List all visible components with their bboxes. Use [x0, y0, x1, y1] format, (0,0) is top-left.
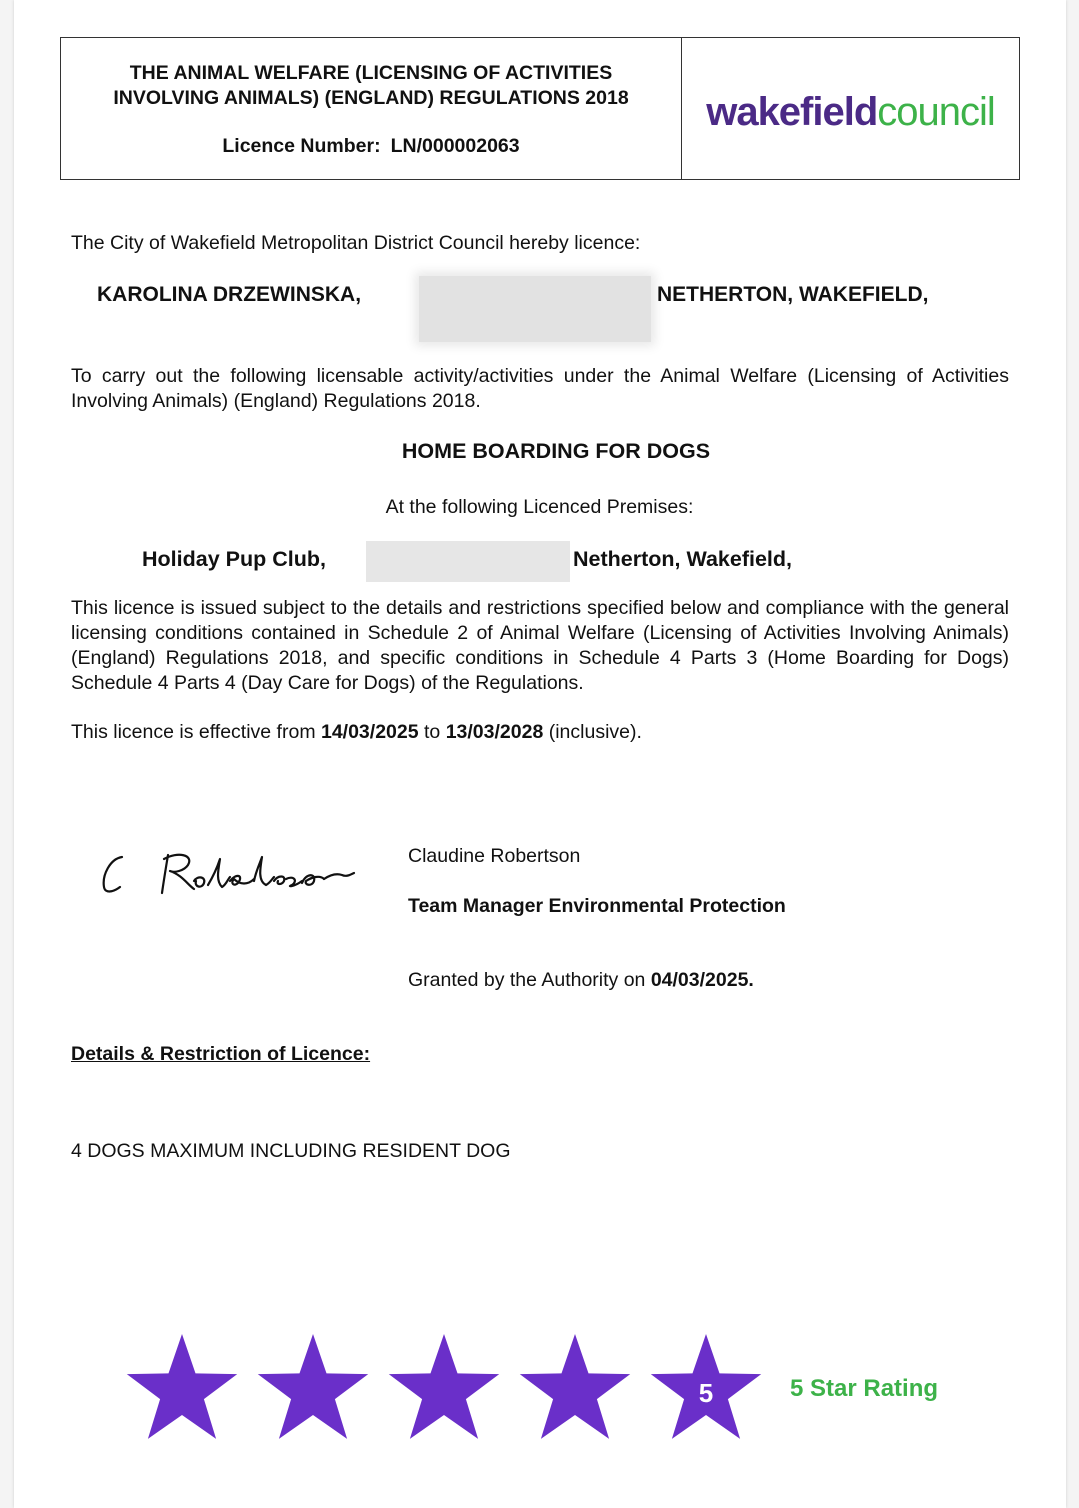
details-heading: Details & Restriction of Licence: [71, 1043, 371, 1065]
licence-page [14, 0, 1066, 1508]
signature [98, 845, 368, 905]
premises-intro: At the following Licenced Premises: [385, 496, 694, 518]
rating-star-icon [257, 1330, 369, 1442]
logo-council-text: council [877, 90, 995, 134]
effective-suffix: (inclusive). [548, 721, 642, 743]
licensee-name: KAROLINA DRZEWINSKA, [97, 283, 362, 306]
licence-number-label: Licence Number: [222, 135, 381, 157]
conditions-text: This licence is issued subject to the details and restrictions specified below and compliance with the general licensing conditions contained in Schedule 2 of Animal Welfare (Licensing of Activities Involving Animals) (England) Regulations 2018, and specific conditions in Schedule 4 Parts 3 (Home Boarding for Dogs) Schedule 4 Parts 4 (Day Care for Dogs) of the Regulations. [71, 597, 1009, 694]
wakefield-council-logo [706, 90, 995, 135]
licence-restriction: 4 DOGS MAXIMUM INCLUDING RESIDENT DOG [71, 1140, 511, 1162]
licence-header [60, 37, 1020, 180]
granted-date-value: 04/03/2025. [650, 969, 754, 991]
premises-name: Holiday Pup Club, [142, 547, 326, 571]
regulation-title-line-1: THE ANIMAL WELFARE (LICENSING OF ACTIVITIES [129, 62, 613, 84]
effective-from-date: 14/03/2025 [320, 721, 419, 743]
logo-wakefield-text: wakefield [706, 90, 878, 134]
effective-to-date: 13/03/2028 [445, 721, 544, 743]
redacted-address [419, 276, 651, 342]
granted-prefix: Granted by the Authority on [408, 969, 646, 991]
signatory-name: Claudine Robertson [408, 845, 581, 867]
effective-dates [71, 720, 642, 745]
rating-star-icon [388, 1330, 500, 1442]
signatory-title: Team Manager Environmental Protection [408, 895, 786, 917]
regulation-title-line-2: INVOLVING ANIMALS) (ENGLAND) REGULATIONS 2018 [113, 87, 629, 109]
effective-prefix: This licence is effective from [71, 721, 316, 743]
licence-number-value: LN/000002063 [390, 135, 520, 157]
granted-date [408, 968, 754, 993]
intro-text: The City of Wakefield Metropolitan District Council hereby licence: [71, 232, 641, 254]
licensee-location: NETHERTON, WAKEFIELD, [657, 283, 929, 306]
activity-intro: To carry out the following licensable activity/activities under the Animal Welfare (Licensing of Activities Involving Animals) (England) Regulations 2018. [71, 365, 1009, 412]
effective-to-word: to [424, 721, 441, 743]
rating-star-icon [126, 1330, 238, 1442]
premises-location: Netherton, Wakefield, [573, 547, 793, 571]
rating-star-icon [650, 1330, 762, 1442]
council-logo-cell [682, 38, 1019, 179]
licensed-activity: HOME BOARDING FOR DOGS [401, 439, 711, 463]
star-rating-label: 5 Star Rating [790, 1375, 939, 1402]
header-title-cell [61, 38, 682, 179]
rating-badge-number: 5 [698, 1378, 714, 1408]
rating-star-icon [519, 1330, 631, 1442]
redacted-premises-address [366, 541, 570, 582]
licence-number [61, 135, 681, 158]
